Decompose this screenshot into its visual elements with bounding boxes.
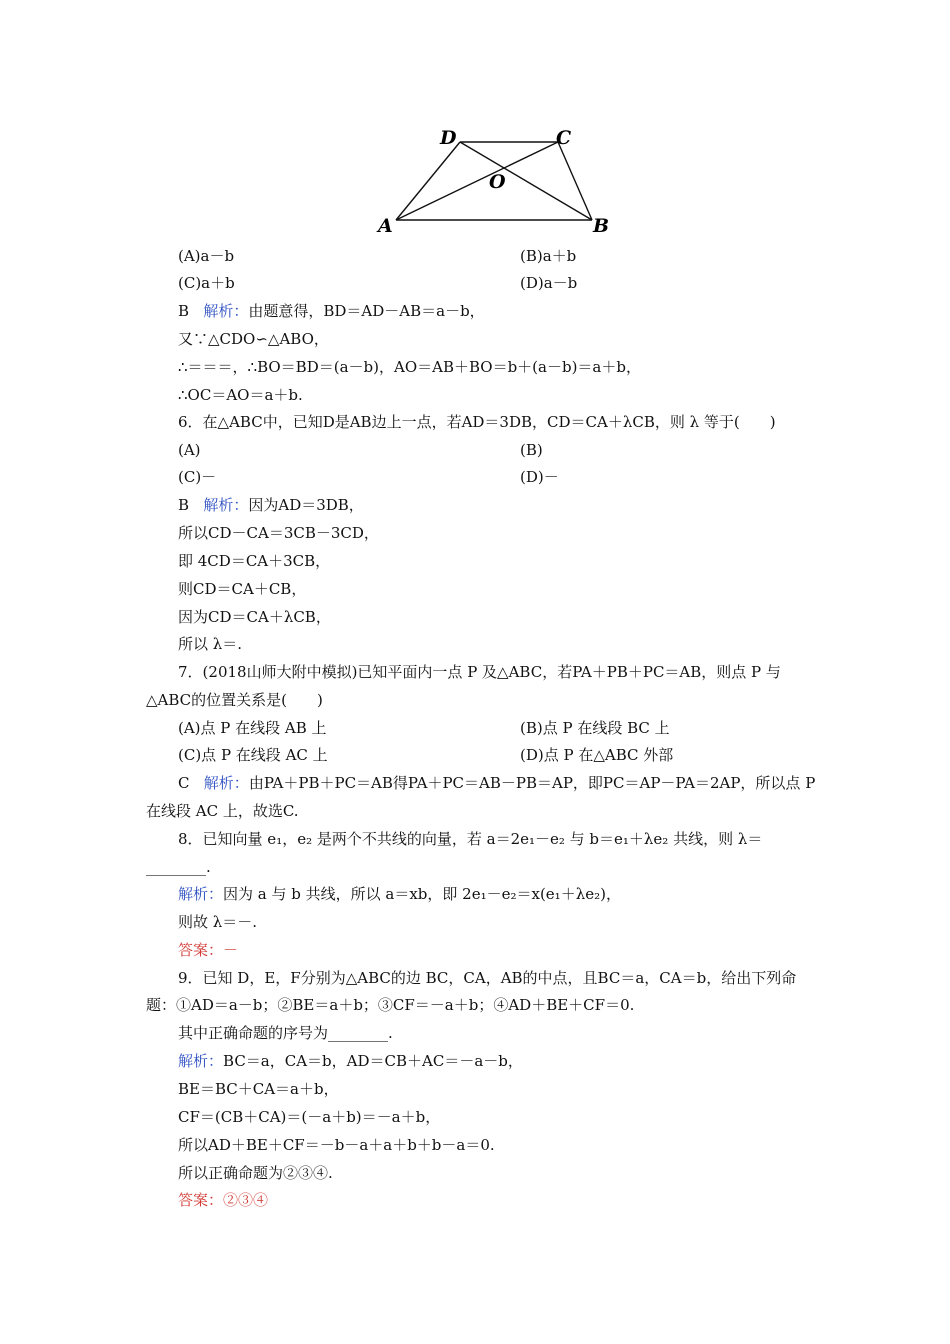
- q8-stem-line-1: 8．已知向量 e₁，e₂ 是两个不共线的向量，若 a＝2e₁－e₂ 与 b＝e₁＋λe₂ 共线，则 λ＝: [178, 830, 763, 848]
- analysis-text: 由题意得，BD＝AD－AB＝a－b，: [248, 302, 485, 320]
- q9-analysis-line-4: 所以AD＋BE＋CF＝－b－a＋a＋b＋b－a＝0.: [178, 1136, 495, 1154]
- q8-answer-line: [178, 940, 238, 960]
- q6-option-b: (B): [520, 441, 543, 459]
- label-a: A: [378, 215, 393, 237]
- q5-analysis-line-4: ∴OC＝AO＝a＋b.: [178, 386, 303, 404]
- q5-option-c: (C)a＋b: [178, 274, 235, 292]
- q9-analysis-line-3: CF＝(CB＋CA)＝(－a＋b)＝－a＋b，: [178, 1108, 441, 1126]
- analysis-text: BC＝a，CA＝b，AD＝CB＋AC＝－a－b，: [223, 1052, 523, 1070]
- analysis-text: 因为AD＝3DB，: [248, 496, 364, 514]
- q6-option-c: (C)－: [178, 468, 217, 486]
- q6-stem: 6．在△ABC中，已知D是AB边上一点，若AD＝3DB，CD＝CA＋λCB，则 λ 等于( ): [178, 413, 776, 431]
- diagonal-ac: [396, 142, 558, 220]
- q5-analysis-line-3: ∴＝＝＝，∴BO＝BD＝(a－b)，AO＝AB＋BO＝b＋(a－b)＝a＋b，: [178, 358, 641, 376]
- q6-analysis-line-6: 所以 λ＝.: [178, 635, 243, 653]
- q9-analysis-line-5: 所以正确命题为②③④.: [178, 1164, 333, 1182]
- q6-option-d: (D)－: [520, 468, 559, 486]
- q6-analysis-line-4: 则CD＝CA＋CB，: [178, 580, 307, 598]
- analysis-label: 解析：: [203, 774, 249, 792]
- diagonal-bd: [460, 142, 592, 220]
- q9-stem-line-3: 其中正确命题的序号为________.: [178, 1024, 393, 1042]
- answer-label: 答案：: [178, 941, 224, 959]
- answer-tag: B: [178, 302, 190, 320]
- answer-value: －: [223, 941, 239, 959]
- q8-analysis-line-1: [178, 884, 621, 904]
- analysis-label: 解析：: [203, 302, 249, 320]
- q7-analysis-line-1: [178, 773, 815, 793]
- q5-option-a: (A)a－b: [178, 247, 235, 265]
- q6-analysis-line-2: 所以CD－CA＝3CB－3CD，: [178, 524, 379, 542]
- analysis-label: 解析：: [178, 885, 224, 903]
- edge-ad: [396, 142, 460, 220]
- answer-label: 答案：: [178, 1191, 224, 1209]
- analysis-label: 解析：: [203, 496, 249, 514]
- q5-analysis-line-1: [178, 301, 485, 321]
- edge-bc: [558, 142, 592, 220]
- q7-stem-line-1: 7．(2018山师大附中模拟)已知平面内一点 P 及△ABC，若PA＋PB＋PC＝AB，则点 P 与: [178, 663, 781, 681]
- q6-option-a: (A): [178, 441, 201, 459]
- q9-analysis-line-2: BE＝BC＋CA＝a＋b，: [178, 1080, 339, 1098]
- q7-stem-line-2: △ABC的位置关系是( ): [146, 691, 323, 709]
- analysis-text: 由PA＋PB＋PC＝AB得PA＋PC＝AB－PB＝AP，即PC＝AP－PA＝2AP，所以点 P: [248, 774, 816, 792]
- label-c: C: [556, 127, 572, 149]
- answer-tag: B: [178, 496, 190, 514]
- answer-value: ②③④: [223, 1191, 269, 1209]
- q6-analysis-line-3: 即 4CD＝CA＋3CB，: [178, 552, 331, 570]
- q6-analysis-line-5: 因为CD＝CA＋λCB，: [178, 608, 331, 626]
- analysis-text: 因为 a 与 b 共线，所以 a＝xb，即 2e₁－e₂＝x(e₁＋λe₂)，: [223, 885, 621, 903]
- q7-option-b: (B)点 P 在线段 BC 上: [520, 719, 670, 737]
- q7-analysis-line-2: 在线段 AC 上，故选C.: [146, 802, 299, 820]
- q9-stem-line-1: 9．已知 D，E，F分别为△ABC的边 BC，CA，AB的中点，且BC＝a，CA＝b，给出下列命: [178, 969, 797, 987]
- label-b: B: [593, 215, 610, 237]
- q5-option-b: (B)a＋b: [520, 247, 577, 265]
- label-d: D: [440, 127, 457, 149]
- label-o: O: [489, 171, 506, 193]
- q9-analysis-line-1: [178, 1051, 523, 1071]
- answer-tag: C: [178, 774, 190, 792]
- q5-analysis-line-2: 又∵△CDO∽△ABO，: [178, 330, 329, 348]
- q6-analysis-line-1: [178, 495, 364, 515]
- analysis-label: 解析：: [178, 1052, 224, 1070]
- q8-stem-line-2: ________.: [146, 858, 211, 876]
- q5-option-d: (D)a－b: [520, 274, 578, 292]
- q9-stem-line-2: 题：①AD＝a－b；②BE＝a＋b；③CF＝－a＋b；④AD＋BE＋CF＝0.: [146, 996, 635, 1014]
- q8-analysis-line-2: 则故 λ＝－.: [178, 913, 258, 931]
- q9-answer-line: [178, 1190, 268, 1210]
- q7-option-d: (D)点 P 在△ABC 外部: [520, 746, 674, 764]
- q7-option-c: (C)点 P 在线段 AC 上: [178, 746, 328, 764]
- q7-option-a: (A)点 P 在线段 AB 上: [178, 719, 327, 737]
- trapezoid-figure: [370, 120, 620, 240]
